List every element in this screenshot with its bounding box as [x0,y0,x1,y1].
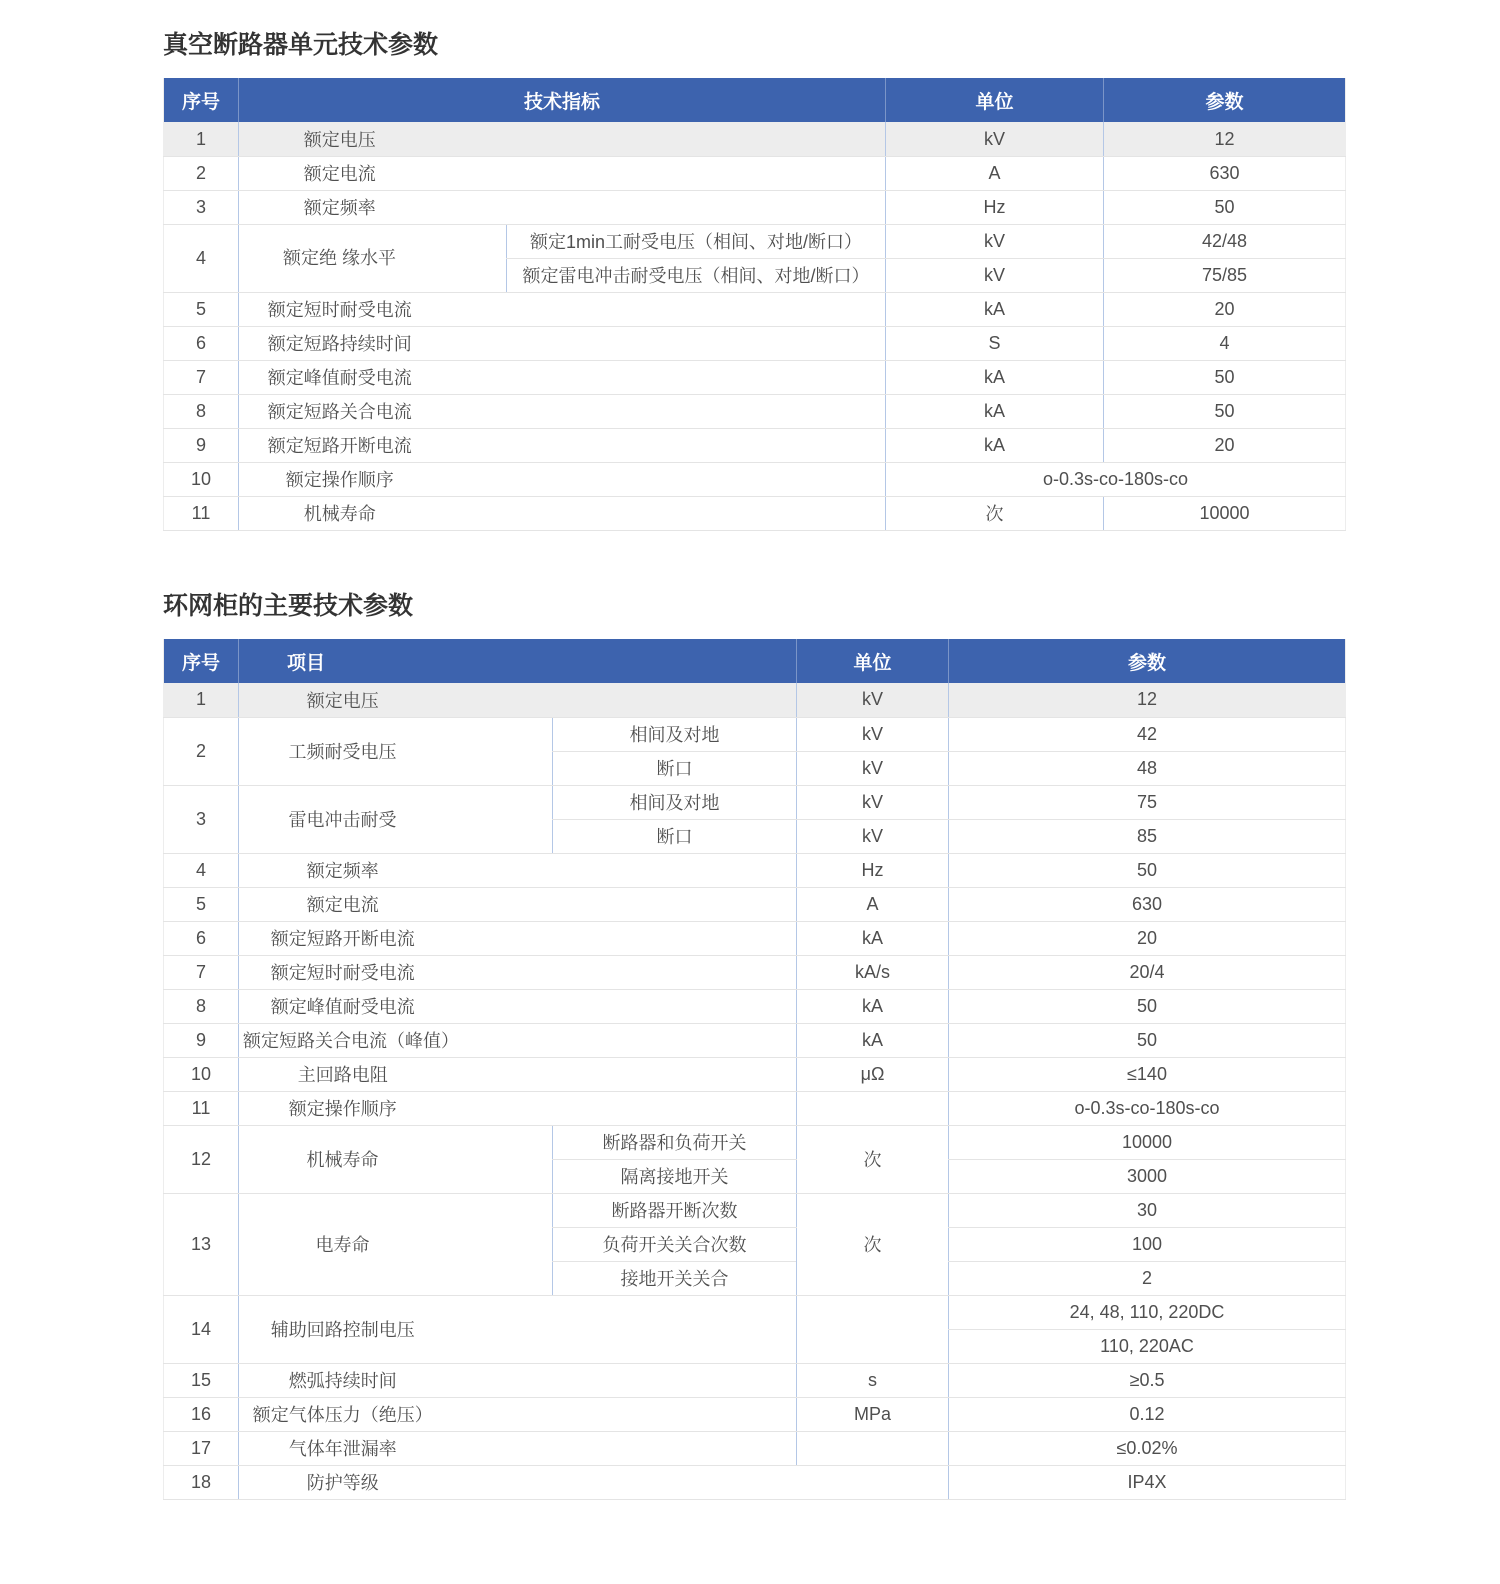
spacer-cell [553,1431,797,1465]
value-cell: 30 [949,1193,1346,1227]
sub-item-cell: 额定雷电冲击耐受电压（相间、对地/断口） [507,258,886,292]
item-label-cell: 气体年泄漏率 [239,1431,553,1465]
value-cell: 50 [949,989,1346,1023]
value-cell: 12 [949,683,1346,717]
table-row [164,394,1346,428]
table-row [164,156,1346,190]
column-header: 参数 [1104,78,1346,122]
value-cell: 50 [949,1023,1346,1057]
unit-cell: μΩ [797,1057,949,1091]
value-cell: 50 [1104,360,1346,394]
value-cell: 10000 [1104,496,1346,530]
row-number-cell: 7 [164,360,239,394]
row-number-cell: 3 [164,785,239,853]
unit-cell: kA [886,428,1104,462]
row-number-cell: 11 [164,496,239,530]
unit-cell: kV [797,717,949,751]
row-number-cell: 2 [164,156,239,190]
value-cell: 42/48 [1104,224,1346,258]
table-row [164,683,1346,717]
spacer-cell [553,1057,797,1091]
table-row [164,1057,1346,1091]
sub-item-cell: 断口 [553,751,797,785]
row-number-cell: 9 [164,1023,239,1057]
item-label-cell: 额定频率 [239,190,507,224]
row-number-cell: 10 [164,462,239,496]
item-label-cell: 额定气体压力（绝压） [239,1397,553,1431]
table-row [164,1431,1346,1465]
table-row [164,921,1346,955]
table-row [164,1363,1346,1397]
item-label-cell: 额定峰值耐受电流 [239,989,553,1023]
spacer-cell [553,989,797,1023]
spacer-cell [553,853,797,887]
value-cell: 110, 220AC [949,1329,1346,1363]
spacer-cell [553,955,797,989]
item-label-cell: 额定短路开断电流 [239,428,507,462]
row-number-cell: 1 [164,683,239,717]
value-cell: 20 [1104,428,1346,462]
table-row [164,1125,1346,1159]
table2-title: 环网柜的主要技术参数 [163,591,414,620]
item-label-cell: 雷电冲击耐受 [239,785,553,853]
header-row [164,639,1346,683]
table-row [164,785,1346,819]
item-label-cell: 额定短路持续时间 [239,326,507,360]
table-row [164,1091,1346,1125]
unit-cell [797,1295,949,1363]
sub-item-cell: 负荷开关关合次数 [553,1227,797,1261]
value-cell: ≤0.02% [949,1431,1346,1465]
column-header: 单位 [797,639,949,683]
spacer-cell [553,1023,797,1057]
value-cell: 50 [949,853,1346,887]
item-label-cell: 机械寿命 [239,1125,553,1193]
spacer-cell [507,462,886,496]
row-number-cell: 10 [164,1057,239,1091]
row-number-cell: 8 [164,394,239,428]
unit-cell: S [886,326,1104,360]
unit-cell: Hz [797,853,949,887]
spacer-cell [507,360,886,394]
table-row [164,292,1346,326]
spacer-cell [507,156,886,190]
unit-cell: kA [886,394,1104,428]
ring-main-unit-spec-section [163,591,1500,1500]
sub-item-cell: 隔离接地开关 [553,1159,797,1193]
breaker-unit-spec-table [163,78,1346,531]
spacer-cell [553,887,797,921]
row-number-cell: 15 [164,1363,239,1397]
value-cell: 100 [949,1227,1346,1261]
header-row [164,78,1346,122]
table-header [164,78,1346,122]
row-number-cell: 18 [164,1465,239,1499]
column-header: 项目 [239,639,797,683]
table-body [164,683,1346,1499]
row-number-cell: 3 [164,190,239,224]
row-number-cell: 17 [164,1431,239,1465]
value-cell: 3000 [949,1159,1346,1193]
table-header [164,639,1346,683]
item-label-cell: 工频耐受电压 [239,717,553,785]
table-row [164,1465,1346,1499]
item-label-cell: 额定操作顺序 [239,462,507,496]
unit-cell [797,1431,949,1465]
item-label-cell: 机械寿命 [239,496,507,530]
item-label-cell: 电寿命 [239,1193,553,1295]
column-header: 序号 [164,78,239,122]
breaker-unit-spec-section [163,30,1500,531]
spacer-cell [507,122,886,156]
value-cell: o-0.3s-co-180s-co [949,1091,1346,1125]
row-number-cell: 2 [164,717,239,785]
unit-cell: kA [797,1023,949,1057]
spacer-cell [553,1363,797,1397]
unit-cell: 次 [797,1193,949,1295]
spacer-cell [507,326,886,360]
table-row [164,428,1346,462]
value-cell: 20/4 [949,955,1346,989]
unit-cell [797,1465,949,1499]
unit-cell: kA [886,360,1104,394]
item-label-cell: 额定短时耐受电流 [239,955,553,989]
spacer-cell [553,1397,797,1431]
table-row [164,717,1346,751]
item-label-cell: 额定电压 [239,683,553,717]
table-row [164,326,1346,360]
row-number-cell: 9 [164,428,239,462]
unit-cell: kV [886,224,1104,258]
spacer-cell [553,1465,797,1499]
unit-cell: o-0.3s-co-180s-co [886,462,1346,496]
value-cell: 630 [1104,156,1346,190]
table-row [164,462,1346,496]
item-label-cell: 额定短时耐受电流 [239,292,507,326]
row-number-cell: 4 [164,224,239,292]
item-label-cell: 额定电流 [239,887,553,921]
value-cell: 12 [1104,122,1346,156]
value-cell: 75/85 [1104,258,1346,292]
unit-cell: kV [797,751,949,785]
value-cell: 50 [1104,394,1346,428]
value-cell: 20 [949,921,1346,955]
item-label-cell: 燃弧持续时间 [239,1363,553,1397]
table1-title: 真空断路器单元技术参数 [163,31,439,59]
item-label-cell: 辅助回路控制电压 [239,1295,553,1363]
spacer-cell [507,190,886,224]
unit-cell: kV [797,785,949,819]
spacer-cell [553,921,797,955]
item-label-cell: 额定绝 缘水平 [239,224,507,292]
ring-main-unit-spec-table [163,639,1346,1500]
item-label-cell: 防护等级 [239,1465,553,1499]
unit-cell: 次 [797,1125,949,1193]
value-cell: 42 [949,717,1346,751]
value-cell: 48 [949,751,1346,785]
spacer-cell [507,394,886,428]
sub-item-cell: 断路器和负荷开关 [553,1125,797,1159]
table-row [164,853,1346,887]
unit-cell: kV [797,683,949,717]
value-cell: 50 [1104,190,1346,224]
row-number-cell: 5 [164,292,239,326]
table-row [164,360,1346,394]
item-label-cell: 额定频率 [239,853,553,887]
value-cell: 0.12 [949,1397,1346,1431]
spacer-cell [553,1091,797,1125]
row-number-cell: 5 [164,887,239,921]
row-number-cell: 8 [164,989,239,1023]
item-label-cell: 额定短路开断电流 [239,921,553,955]
value-cell: 2 [949,1261,1346,1295]
value-cell: ≥0.5 [949,1363,1346,1397]
spacer-cell [507,292,886,326]
spacer-cell [507,428,886,462]
table-row [164,224,1346,258]
row-number-cell: 16 [164,1397,239,1431]
table-row [164,1193,1346,1227]
value-cell: 630 [949,887,1346,921]
unit-cell: kA/s [797,955,949,989]
value-cell: 85 [949,819,1346,853]
table-row [164,989,1346,1023]
spacer-cell [507,496,886,530]
item-label-cell: 额定操作顺序 [239,1091,553,1125]
sub-item-cell: 接地开关关合 [553,1261,797,1295]
row-number-cell: 1 [164,122,239,156]
unit-cell: kV [886,258,1104,292]
unit-cell: A [797,887,949,921]
unit-cell: Hz [886,190,1104,224]
table-row [164,1295,1346,1329]
row-number-cell: 6 [164,921,239,955]
row-number-cell: 14 [164,1295,239,1363]
item-label-cell: 额定峰值耐受电流 [239,360,507,394]
row-number-cell: 4 [164,853,239,887]
sub-item-cell: 断口 [553,819,797,853]
column-header: 技术指标 [239,78,886,122]
spacer-cell [553,1295,797,1363]
unit-cell: kV [797,819,949,853]
column-header: 单位 [886,78,1104,122]
table-row [164,1397,1346,1431]
item-label-cell: 额定电流 [239,156,507,190]
value-cell: ≤140 [949,1057,1346,1091]
row-number-cell: 6 [164,326,239,360]
value-cell: 24, 48, 110, 220DC [949,1295,1346,1329]
unit-cell: kV [886,122,1104,156]
item-label-cell: 主回路电阻 [239,1057,553,1091]
column-header: 参数 [949,639,1346,683]
table-row [164,122,1346,156]
unit-cell [797,1091,949,1125]
value-cell: 4 [1104,326,1346,360]
value-cell: 10000 [949,1125,1346,1159]
row-number-cell: 12 [164,1125,239,1193]
unit-cell: A [886,156,1104,190]
table-row [164,887,1346,921]
sub-item-cell: 额定1min工耐受电压（相间、对地/断口） [507,224,886,258]
unit-cell: kA [797,989,949,1023]
item-label-cell: 额定短路关合电流 [239,394,507,428]
unit-cell: MPa [797,1397,949,1431]
value-cell: IP4X [949,1465,1346,1499]
table-row [164,496,1346,530]
value-cell: 75 [949,785,1346,819]
sub-item-cell: 断路器开断次数 [553,1193,797,1227]
row-number-cell: 7 [164,955,239,989]
table-row [164,190,1346,224]
column-header: 序号 [164,639,239,683]
row-number-cell: 11 [164,1091,239,1125]
item-label-cell: 额定短路关合电流（峰值） [239,1023,553,1057]
sub-item-cell: 相间及对地 [553,717,797,751]
table-row [164,1023,1346,1057]
sub-item-cell: 相间及对地 [553,785,797,819]
table-row [164,955,1346,989]
spacer-cell [553,683,797,717]
table-body [164,122,1346,530]
unit-cell: s [797,1363,949,1397]
unit-cell: kA [886,292,1104,326]
unit-cell: 次 [886,496,1104,530]
row-number-cell: 13 [164,1193,239,1295]
item-label-cell: 额定电压 [239,122,507,156]
unit-cell: kA [797,921,949,955]
value-cell: 20 [1104,292,1346,326]
